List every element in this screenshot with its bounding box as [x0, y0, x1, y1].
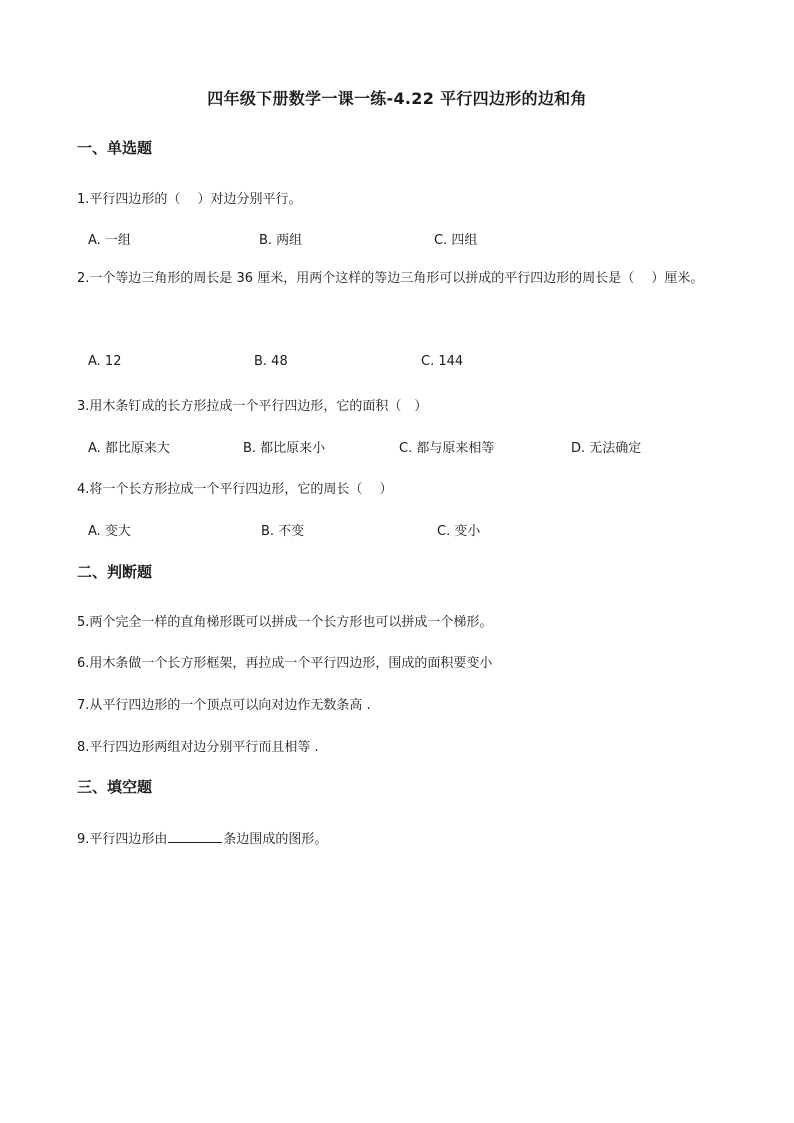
option-b: B. 都比原来小: [243, 441, 326, 456]
section-heading-fill-blank: 三、填空题: [77, 778, 153, 796]
question-3: 3.用木条钉成的长方形拉成一个平行四边形，它的面积（ ）: [77, 399, 428, 414]
section-heading-true-false: 二、判断题: [77, 563, 153, 581]
option-a: A. 12: [88, 354, 122, 369]
option-c: C. 都与原来相等: [399, 441, 495, 456]
question-4: 4.将一个长方形拉成一个平行四边形，它的周长（ ）: [77, 482, 393, 497]
option-a: A. 一组: [88, 233, 131, 248]
page-title: 四年级下册数学一课一练-4.22 平行四边形的边和角: [207, 89, 587, 108]
question-6: 6.用木条做一个长方形框架，再拉成一个平行四边形，围成的面积要变小: [77, 656, 493, 671]
question-1: 1.平行四边形的（ ）对边分别平行。: [77, 192, 302, 207]
answer-blank[interactable]: [168, 830, 222, 843]
question-4-options: [88, 520, 728, 538]
option-c: C. 变小: [437, 524, 481, 539]
question-1-options: [88, 229, 728, 247]
option-b: B. 两组: [259, 233, 303, 248]
question-2-options: [88, 354, 728, 372]
question-9: [77, 828, 327, 847]
question-7: 7.从平行四边形的一个顶点可以向对边作无数条高 .: [77, 698, 371, 713]
option-a: A. 都比原来大: [88, 441, 170, 456]
section-heading-single-choice: 一、单选题: [77, 139, 153, 157]
option-b: B. 48: [254, 354, 288, 369]
question-2: 2.一个等边三角形的周长是 36 厘米，用两个这样的等边三角形可以拼成的平行四边形的周长是（ ）厘米。: [77, 271, 704, 286]
question-9-text-before: 9.平行四边形由: [77, 832, 168, 847]
option-d: D. 无法确定: [571, 441, 642, 456]
question-8: 8.平行四边形两组对边分别平行而且相等 .: [77, 740, 319, 755]
option-c: C. 四组: [434, 233, 478, 248]
question-3-options: [88, 437, 728, 455]
option-c: C. 144: [421, 354, 464, 369]
question-5: 5.两个完全一样的直角梯形既可以拼成一个长方形也可以拼成一个梯形。: [77, 615, 493, 630]
option-b: B. 不变: [261, 524, 305, 539]
option-a: A. 变大: [88, 524, 131, 539]
question-9-text-after: 条边围成的图形。: [223, 832, 328, 847]
